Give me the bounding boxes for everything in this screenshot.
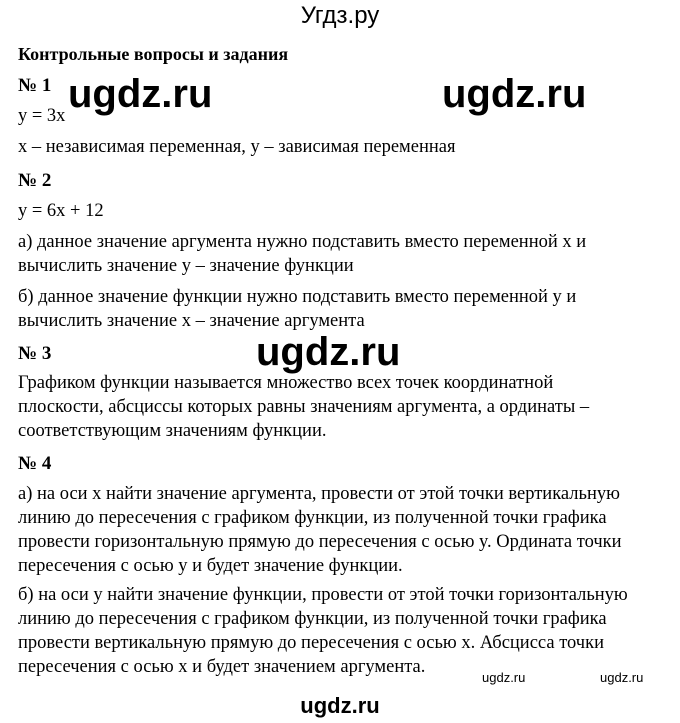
question-3-line-3: соответствующим значениям функции. [18,421,327,441]
question-1-answer: x – независимая переменная, y – зависимая переменная [18,137,456,157]
watermark: ugdz.ru [68,72,213,116]
question-2-a-line-2: вычислить значение y – значение функции [18,256,354,276]
question-4-b-line-2: линию до пересечения с графиком функции, из полученной точки графика [18,609,607,629]
question-4-a-line-2: линию до пересечения с графиком функции, из полученной точки графика [18,508,607,528]
question-2-number: № 2 [18,170,52,191]
question-4-b-line-4: пересечения с осью x и будет значением аргумента. [18,657,426,677]
question-4-b-line-1: б) на оси y найти значение функции, провести от этой точки горизонтальную [18,585,628,605]
question-4-a-line-1: а) на оси x найти значение аргумента, провести от этой точки вертикальную [18,484,620,504]
section-heading: Контрольные вопросы и задания [18,44,289,64]
watermark-small: ugdz.ru [600,670,644,685]
question-2-a-line-1: а) данное значение аргумента нужно подставить вместо переменной x и [18,232,587,252]
question-3-number: № 3 [18,343,52,364]
site-title: Угдз.ру [300,2,380,29]
question-3-line-2: плоскости, абсциссы которых равны значениям аргумента, а ординаты – [18,397,590,417]
watermark: ugdz.ru [442,72,587,116]
question-4-b-line-3: провести вертикальную прямую до пересечения с осью x. Абсцисса точки [18,633,604,653]
question-4-a-line-3: провести горизонтальную прямую до пересечения с осью y. Ордината точки [18,532,622,552]
question-4-a-line-4: пересечения с осью y и будет значение функции. [18,556,403,576]
watermark: ugdz.ru [256,330,401,374]
footer-watermark: ugdz.ru [300,693,380,718]
question-1-formula: y = 3x [18,106,66,126]
question-1-number: № 1 [18,75,52,96]
question-2-b-line-1: б) данное значение функции нужно подставить вместо переменной y и [18,287,577,307]
question-2-b-line-2: вычислить значение x – значение аргумента [18,311,365,331]
question-2-formula: y = 6x + 12 [18,201,104,221]
watermark-small: ugdz.ru [482,670,526,685]
question-3-line-1: Графиком функции называется множество всех точек координатной [18,373,554,393]
question-4-number: № 4 [18,453,52,474]
